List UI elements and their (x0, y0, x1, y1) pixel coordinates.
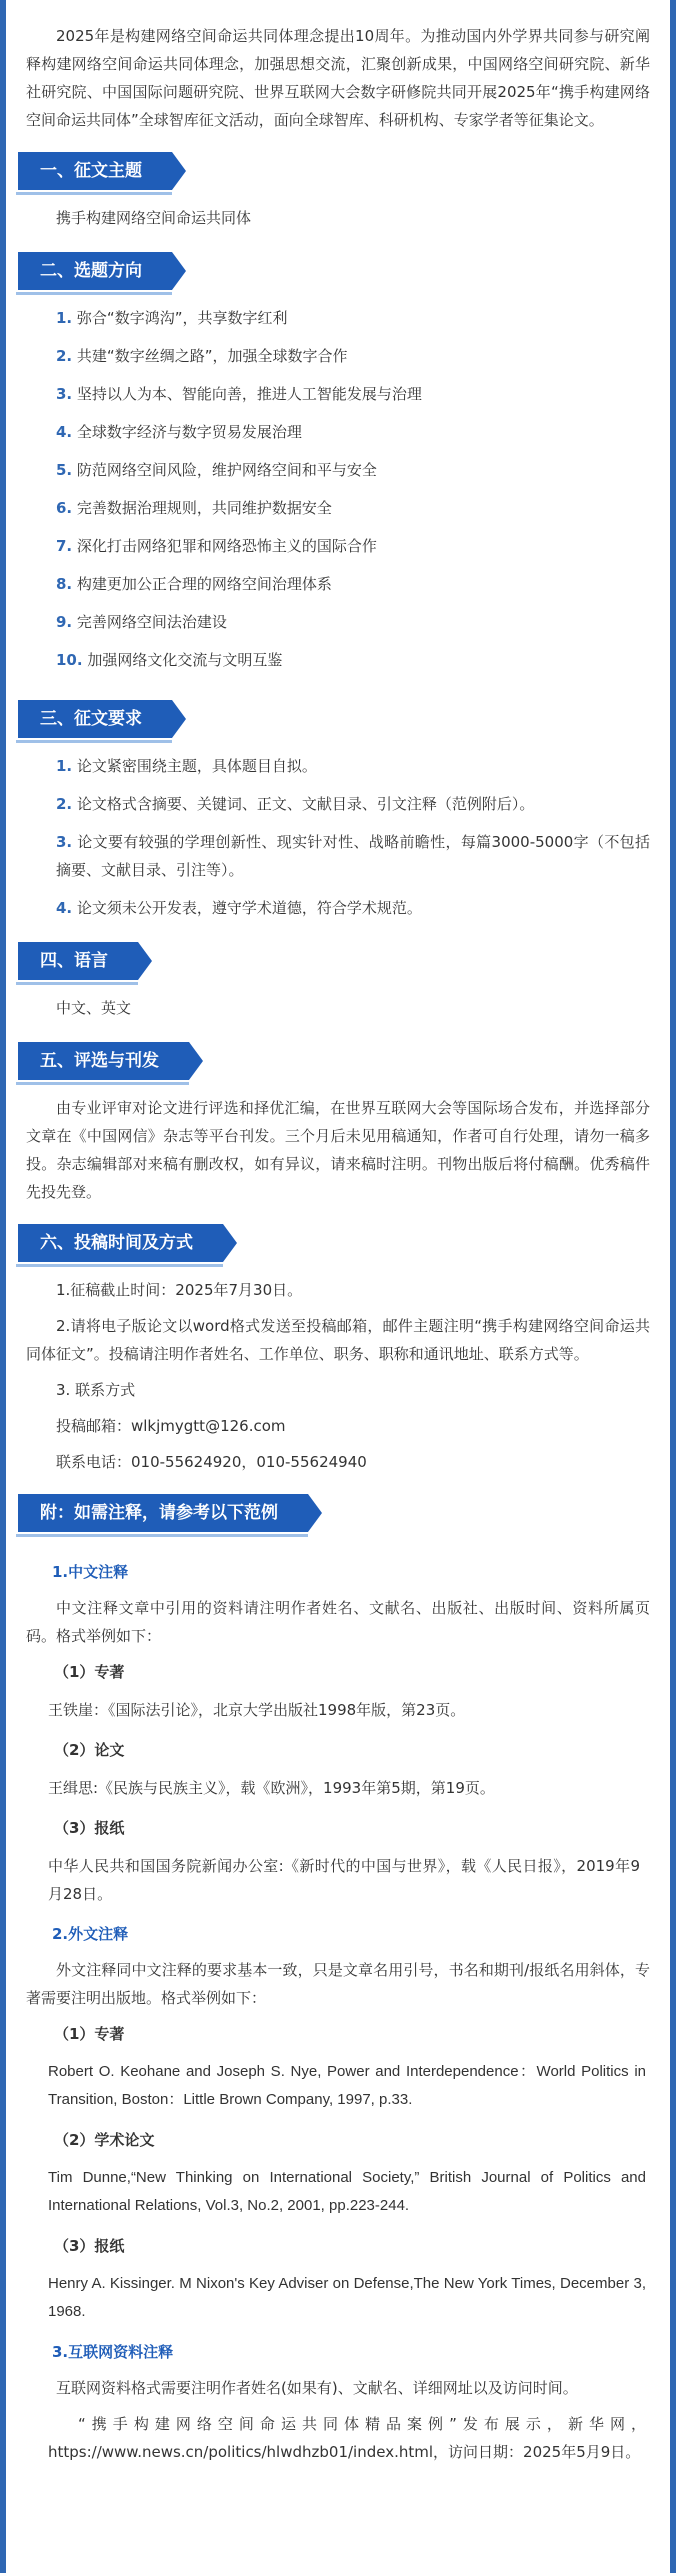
appendix-en-paper-label: （2）学术论文 (54, 2131, 155, 2149)
appendix-en-intro: 外文注释同中文注释的要求基本一致，只是文章名用引号，书名和期刊/报纸名用斜体，专著需要注明出版地。格式举例如下： (26, 1961, 650, 2007)
submission-method: 2.请将电子版论文以word格式发送至投稿邮箱，邮件主题注明“携手构建网络空间命运共同体征文”。投稿请注明作者姓名、工作单位、职务、职称和通讯地址、联系方式等。 (26, 1317, 650, 1363)
list-item (56, 494, 650, 522)
section-heading-theme: 一、征文主题 (18, 152, 172, 190)
appendix-cn-monograph-label: （1）专著 (54, 1663, 125, 1681)
list-item (56, 380, 650, 408)
list-item (56, 790, 650, 818)
list-text: 完善数据治理规则，共同维护数据安全 (76, 499, 332, 517)
list-number: 8. (56, 575, 73, 593)
appendix-web-example: “携手构建网络空间命运共同体精品案例”发布展示，新华网，https://www.news.cn/politics/hlwdhzb01/index.html，访问日期：2025年5月9日。 (48, 2415, 646, 2461)
list-number: 1. (56, 757, 73, 775)
section-heading-topics: 二、选题方向 (18, 252, 172, 290)
appendix-en-title: 2.外文注释 (52, 1925, 129, 1943)
list-text: 论文格式含摘要、关键词、正文、文献目录、引文注释（范例附后）。 (76, 795, 535, 813)
appendix-en-news-example: Henry A. Kissinger. M Nixon's Key Adviser on Defense,The New York Times, December 3, 1968. (48, 2275, 646, 2320)
topics-list (26, 304, 650, 674)
list-item (56, 646, 650, 674)
list-text: 深化打击网络犯罪和网络恐怖主义的国际合作 (76, 537, 377, 555)
section-heading-language: 四、语言 (18, 942, 138, 980)
appendix-en-paper-example: Tim Dunne,“New Thinking on International Society,” British Journal of Politics and International Relations, Vol.3, No.2, 2001, pp.223-244. (48, 2169, 646, 2214)
list-item (56, 608, 650, 636)
list-number: 4. (56, 899, 73, 917)
section-heading-appendix: 附：如需注释，请参考以下范例 (18, 1494, 308, 1532)
contact-title: 3. 联系方式 (56, 1381, 136, 1399)
appendix-web-intro: 互联网资料格式需要注明作者姓名(如果有)、文献名、详细网址以及访问时间。 (56, 2379, 578, 2397)
section-heading-review: 五、评选与刊发 (18, 1042, 189, 1080)
appendix-cn-paper-label: （2）论文 (54, 1741, 125, 1759)
list-text: 论文须未公开发表，遵守学术道德，符合学术规范。 (76, 899, 422, 917)
appendix-web-title: 3.互联网资料注释 (52, 2343, 174, 2361)
list-number: 2. (56, 347, 73, 365)
list-number: 1. (56, 309, 73, 327)
contact-phone: 联系电话：010-55624920，010-55624940 (56, 1453, 367, 1471)
requirements-list (26, 752, 650, 922)
review-paragraph: 由专业评审对论文进行评选和择优汇编，在世界互联网大会等国际场合发布，并选择部分文章在《中国网信》杂志等平台刊发。三个月后未见用稿通知，作者可自行处理，请勿一稿多投。杂志编辑部对来稿有删改权，如有异议，请来稿时注明。刊物出版后将付稿酬。优秀稿件先投先登。 (26, 1099, 650, 1201)
list-number: 6. (56, 499, 73, 517)
list-text: 弥合“数字鸿沟”，共享数字红利 (76, 309, 288, 327)
language-text: 中文、英文 (56, 999, 132, 1017)
list-item (56, 532, 650, 560)
list-number: 9. (56, 613, 73, 631)
intro-paragraph: 2025年是构建网络空间命运共同体理念提出10周年。为推动国内外学界共同参与研究阐释构建网络空间命运共同体理念，加强思想交流，汇聚创新成果，中国网络空间研究院、新华社研究院、中国国际问题研究院、世界互联网大会数字研修院共同开展2025年“携手构建网络空间命运共同体”全球智库征文活动，面向全球智库、科研机构、专家学者等征集论文。 (26, 27, 650, 129)
appendix-cn-monograph-example: 王铁崖：《国际法引论》，北京大学出版社1998年版，第23页。 (48, 1701, 466, 1719)
list-text: 构建更加公正合理的网络空间治理体系 (76, 575, 332, 593)
list-number: 7. (56, 537, 73, 555)
list-item (56, 570, 650, 598)
list-text: 全球数字经济与数字贸易发展治理 (76, 423, 302, 441)
list-number: 3. (56, 833, 73, 851)
list-text: 加强网络文化交流与文明互鉴 (87, 651, 283, 669)
list-text: 坚持以人为本、智能向善，推进人工智能发展与治理 (76, 385, 422, 403)
list-number: 4. (56, 423, 73, 441)
list-text: 共建“数字丝绸之路”，加强全球数字合作 (76, 347, 348, 365)
list-text: 论文要有较强的学理创新性、现实针对性、战略前瞻性，每篇3000-5000字（不包括摘要、文献目录、引注等）。 (56, 833, 650, 879)
list-text: 完善网络空间法治建设 (76, 613, 227, 631)
list-item (56, 418, 650, 446)
list-number: 2. (56, 795, 73, 813)
list-item (56, 304, 650, 332)
contact-email: 投稿邮箱：wlkjmygtt@126.com (56, 1417, 286, 1435)
list-item (56, 894, 650, 922)
list-item (56, 752, 650, 780)
list-number: 5. (56, 461, 73, 479)
section-heading-requirements: 三、征文要求 (18, 700, 172, 738)
section-heading-submission: 六、投稿时间及方式 (18, 1224, 223, 1262)
list-text: 防范网络空间风险，维护网络空间和平与安全 (76, 461, 377, 479)
list-item (56, 828, 650, 884)
theme-text: 携手构建网络空间命运共同体 (56, 209, 252, 227)
list-item (56, 342, 650, 370)
appendix-cn-news-label: （3）报纸 (54, 1819, 125, 1837)
appendix-en-monograph-label: （1）专著 (54, 2025, 125, 2043)
appendix-en-monograph-example: Robert O. Keohane and Joseph S. Nye, Power and Interdependence：World Politics in Transition, Boston：Little Brown Company, 1997, p.33. (48, 2063, 646, 2108)
appendix-en-news-label: （3）报纸 (54, 2237, 125, 2255)
appendix-cn-paper-example: 王缉思:《民族与民族主义》，载《欧洲》，1993年第5期，第19页。 (48, 1779, 495, 1797)
list-item (56, 456, 650, 484)
list-number: 3. (56, 385, 73, 403)
submission-deadline: 1.征稿截止时间：2025年7月30日。 (56, 1281, 303, 1299)
list-number: 10. (56, 651, 83, 669)
appendix-cn-title: 1.中文注释 (52, 1563, 129, 1581)
appendix-cn-intro: 中文注释文章中引用的资料请注明作者姓名、文献名、出版社、出版时间、资料所属页码。格式举例如下： (26, 1599, 650, 1645)
appendix-cn-news-example: 中华人民共和国国务院新闻办公室:《新时代的中国与世界》，载《人民日报》，2019年9月28日。 (48, 1857, 640, 1903)
list-text: 论文紧密围绕主题，具体题目自拟。 (76, 757, 317, 775)
